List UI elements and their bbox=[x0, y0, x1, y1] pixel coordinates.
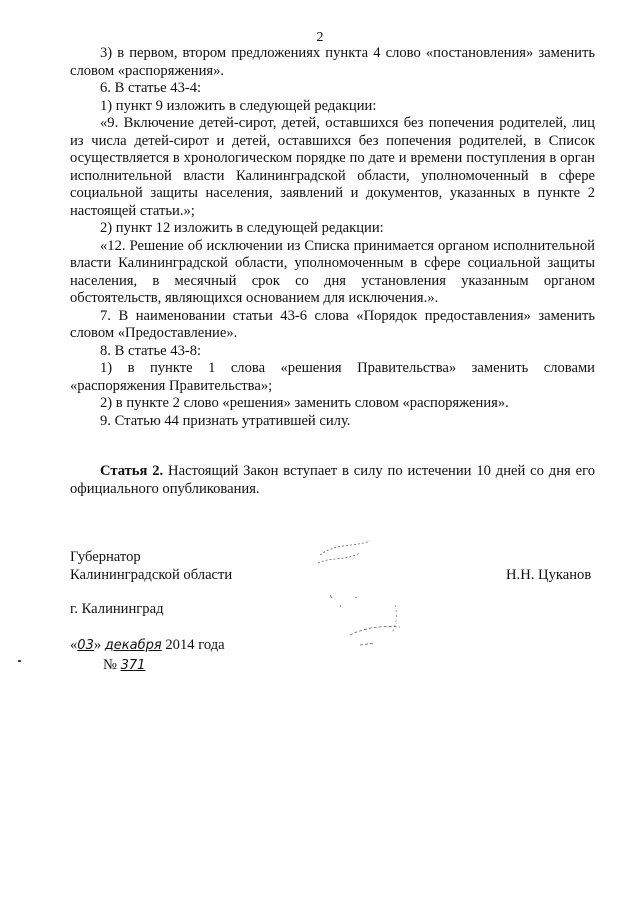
law-text bbox=[70, 45, 595, 430]
article-2-text: Настоящий Закон вступает в силу по истечении 10 дней со дня его официального опубликования. bbox=[70, 463, 595, 497]
paragraph: 2) в пункте 2 слово «решения» заменить словом «распоряжения». bbox=[100, 395, 509, 411]
date-open-quote: « bbox=[70, 637, 78, 653]
paragraph: 9. Статью 44 признать утратившей силу. bbox=[100, 412, 351, 429]
paragraph: 7. В наименовании статьи 43-6 слова «Порядок предоставления» заменить словом «Предоставление». bbox=[70, 307, 595, 341]
governor-name: Н.Н. Цуканов bbox=[506, 567, 592, 583]
governor-title-line2: Калининградской области bbox=[70, 567, 233, 583]
paragraph: «9. Включение детей-сирот, детей, оставшихся без попечения родителей, лиц из числа детей-сирот и детей, оставшихся без попечения родителей, в Список осуществляется в хронологическом порядке по дате и времени поступления в орган исполнительной власти Калининградской области, уполномоченный в сфере социальной защиты населения, заявлений и документов, указанных в пункте 2 настоящей статьи.»; bbox=[70, 115, 595, 219]
date-month: декабря bbox=[104, 638, 162, 653]
article-2-label: Статья 2. bbox=[100, 463, 164, 479]
paragraph: 6. В статье 43-4: bbox=[100, 80, 202, 96]
place: г. Калининград bbox=[70, 601, 164, 617]
margin-mark bbox=[18, 660, 21, 662]
date-close-quote: » bbox=[93, 637, 102, 653]
number-line bbox=[103, 656, 145, 675]
signature-scribble bbox=[300, 535, 410, 655]
paragraph: 1) в пункте 1 слова «решения Правительства» заменить словами «распоряжения Правительства»; bbox=[70, 360, 595, 394]
paragraph: 2) пункт 12 изложить в следующей редакции: bbox=[100, 220, 384, 236]
date-day: 03 bbox=[77, 638, 94, 653]
date-line bbox=[70, 636, 225, 655]
number-value: 371 bbox=[120, 658, 146, 673]
paragraph: 1) пункт 9 изложить в следующей редакции: bbox=[100, 97, 377, 114]
paragraph: 8. В статье 43-8: bbox=[100, 342, 202, 359]
paragraph: 3) в первом, втором предложениях пункта 4 слово «постановления» заменить словом «распоряжения». bbox=[70, 45, 595, 79]
date-year: 2014 года bbox=[165, 637, 225, 653]
article-2 bbox=[70, 462, 595, 498]
number-label: № bbox=[103, 657, 117, 673]
paragraph: «12. Решение об исключении из Списка принимается органом исполнительной власти Калининградской области, уполномоченным в сфере социальной защиты населения, в месячный срок со дня установления указанным органом обстоятельств, являющихся основанием для исключения.». bbox=[70, 237, 595, 306]
page-number: 2 bbox=[316, 30, 324, 45]
governor-title-line1: Губернатор bbox=[70, 549, 141, 565]
